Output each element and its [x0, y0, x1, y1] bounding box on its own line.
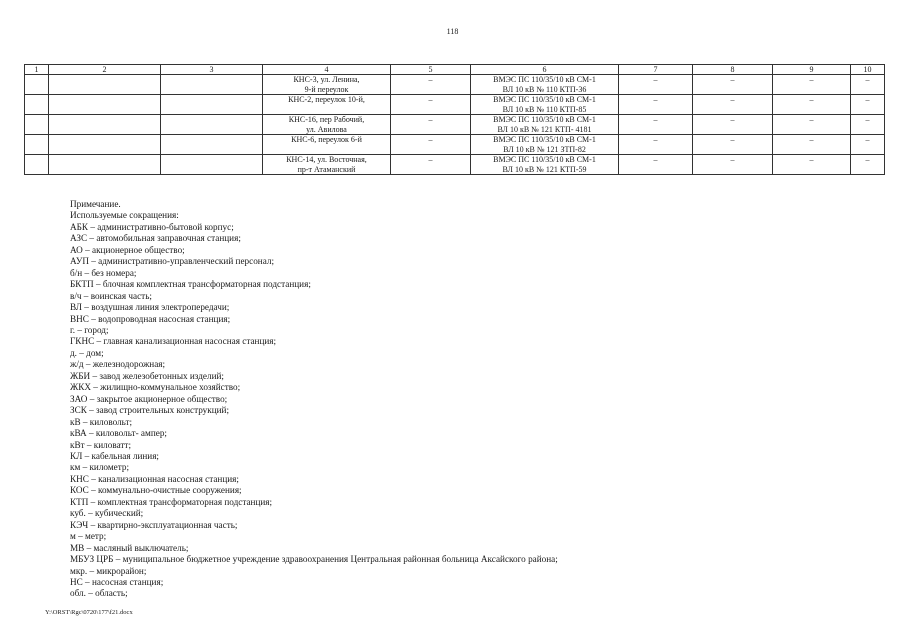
- abbreviation-item: в/ч – воинская часть;: [70, 290, 152, 301]
- table-cell: –: [851, 115, 885, 135]
- page-number: 118: [446, 27, 459, 36]
- column-header: 8: [693, 65, 773, 75]
- table-cell: [49, 75, 161, 95]
- abbreviation-item: КЛ – кабельная линия;: [70, 450, 159, 461]
- abbreviation-item: мкр. – микрорайон;: [70, 565, 147, 576]
- abbreviation-item: ЖКХ – жилищно-коммунальное хозяйство;: [70, 382, 241, 393]
- abbreviation-item: МБУЗ ЦРБ – муниципальное бюджетное учреждение здравоохранения Центральная районная больница Аксайского района;: [70, 554, 558, 565]
- abbreviation-item: АУП – административно-управленческий персонал;: [70, 256, 274, 267]
- column-header: 4: [263, 65, 391, 75]
- table-cell: [49, 95, 161, 115]
- table-cell: КНС-3, ул. Ленина, 9-й переулок: [263, 75, 391, 95]
- abbreviation-item: кВА – киловольт- ампер;: [70, 428, 167, 439]
- table-cell: [161, 75, 263, 95]
- table-header-row: [25, 65, 885, 75]
- table-cell: [161, 115, 263, 135]
- table-cell: –: [773, 95, 851, 115]
- abbreviation-item: ВНС – водопроводная насосная станция;: [70, 313, 231, 324]
- abbreviation-item: обл. – область;: [70, 588, 128, 599]
- table-cell: [25, 95, 49, 115]
- table-row: [25, 75, 885, 95]
- column-header: 5: [391, 65, 471, 75]
- table-cell: –: [851, 95, 885, 115]
- table-cell: КНС-6, переулок 6-й: [263, 135, 391, 155]
- table-row: [25, 155, 885, 175]
- table-cell: [161, 155, 263, 175]
- abbreviation-item: д. – дом;: [70, 347, 104, 358]
- table-cell: КНС-16, пер Рабочий, ул. Авилова: [263, 115, 391, 135]
- abbreviation-item: ВЛ – воздушная линия электропередачи;: [70, 302, 230, 313]
- column-header: 9: [773, 65, 851, 75]
- abbreviation-item: м – метр;: [70, 531, 107, 542]
- column-header: 10: [851, 65, 885, 75]
- abbreviation-item: МВ – масляный выключатель;: [70, 542, 189, 553]
- table-cell: [161, 135, 263, 155]
- table-row: [25, 115, 885, 135]
- abbreviation-item: кВ – киловольт;: [70, 416, 133, 427]
- table-cell: –: [693, 135, 773, 155]
- abbreviation-item: КОС – коммунально-очистные сооружения;: [70, 485, 242, 496]
- table-cell: –: [619, 95, 693, 115]
- table-cell: –: [851, 75, 885, 95]
- table-cell: –: [773, 155, 851, 175]
- table-cell: –: [391, 75, 471, 95]
- abbreviation-item: АЗС – автомобильная заправочная станция;: [70, 233, 241, 244]
- abbreviation-item: г. – город;: [70, 324, 109, 335]
- abbreviation-item: КНС – канализационная насосная станция;: [70, 473, 239, 484]
- abbreviation-item: БКТП – блочная комплектная трансформаторная подстанция;: [70, 279, 311, 290]
- abbreviation-item: АБК – административно-бытовой корпус;: [70, 221, 234, 232]
- table-cell: [49, 115, 161, 135]
- table-cell: –: [693, 155, 773, 175]
- table-cell: ВМЭС ПС 110/35/10 кВ СМ-1 ВЛ 10 кВ № 121 КТП-59: [471, 155, 619, 175]
- table-cell: КНС-2, переулок 10-й,: [263, 95, 391, 115]
- table-cell: [49, 135, 161, 155]
- abbreviation-list: [70, 222, 870, 600]
- power-supply-table: [24, 64, 885, 175]
- abbreviation-item: ж/д – железнодорожная;: [70, 359, 166, 370]
- table-cell: –: [619, 135, 693, 155]
- abbreviation-item: ЗСК – завод строительных конструкций;: [70, 405, 230, 416]
- abbreviation-item: км – километр;: [70, 462, 130, 473]
- table-cell: ВМЭС ПС 110/35/10 кВ СМ-1 ВЛ 10 кВ № 121 ЗТП-82: [471, 135, 619, 155]
- table-cell: –: [693, 95, 773, 115]
- table-cell: –: [391, 115, 471, 135]
- table-cell: –: [391, 135, 471, 155]
- abbreviation-item: куб. – кубический;: [70, 508, 144, 519]
- table-cell: [25, 135, 49, 155]
- column-header: 6: [471, 65, 619, 75]
- table-cell: [161, 95, 263, 115]
- table-cell: –: [693, 115, 773, 135]
- table-cell: ВМЭС ПС 110/35/10 кВ СМ-1 ВЛ 10 кВ № 110 КТП-85: [471, 95, 619, 115]
- table-cell: –: [619, 155, 693, 175]
- column-header: 3: [161, 65, 263, 75]
- file-path: Y:\ORST\Rgc\0720\177\f21.docx: [45, 609, 133, 616]
- table-cell: –: [773, 135, 851, 155]
- table-cell: –: [619, 115, 693, 135]
- note-subtitle: Используемые сокращения:: [70, 210, 179, 221]
- table-cell: [49, 155, 161, 175]
- column-header: 7: [619, 65, 693, 75]
- table-cell: –: [851, 155, 885, 175]
- column-header: 2: [49, 65, 161, 75]
- table-cell: КНС-14, ул. Восточная, пр-т Атаманский: [263, 155, 391, 175]
- table-cell: –: [851, 135, 885, 155]
- table-cell: –: [391, 155, 471, 175]
- abbreviation-item: НС – насосная станция;: [70, 576, 164, 587]
- table-cell: –: [619, 75, 693, 95]
- abbreviation-item: кВт – киловатт;: [70, 439, 131, 450]
- abbreviation-item: б/н – без номера;: [70, 267, 137, 278]
- abbreviation-item: ЖБИ – завод железобетонных изделий;: [70, 370, 224, 381]
- table-cell: [25, 75, 49, 95]
- abbreviation-item: АО – акционерное общество;: [70, 244, 185, 255]
- table-row: [25, 95, 885, 115]
- table-cell: ВМЭС ПС 110/35/10 кВ СМ-1 ВЛ 10 кВ № 110 КТП-36: [471, 75, 619, 95]
- abbreviation-item: КЭЧ – квартирно-эксплуатационная часть;: [70, 519, 238, 530]
- table-cell: –: [773, 75, 851, 95]
- notes-section: [70, 199, 870, 600]
- note-title: Примечание.: [70, 199, 121, 209]
- abbreviation-item: ГКНС – главная канализационная насосная станция;: [70, 336, 277, 347]
- table-cell: –: [773, 115, 851, 135]
- table-cell: –: [391, 95, 471, 115]
- table-cell: [25, 115, 49, 135]
- abbreviation-item: ЗАО – закрытое акционерное общество;: [70, 393, 228, 404]
- table-cell: [25, 155, 49, 175]
- table-row: [25, 135, 885, 155]
- column-header: 1: [25, 65, 49, 75]
- abbreviation-item: КТП – комплектная трансформаторная подстанция;: [70, 496, 273, 507]
- table-cell: –: [693, 75, 773, 95]
- table-cell: ВМЭС ПС 110/35/10 кВ СМ-1 ВЛ 10 кВ № 121 КТП- 4181: [471, 115, 619, 135]
